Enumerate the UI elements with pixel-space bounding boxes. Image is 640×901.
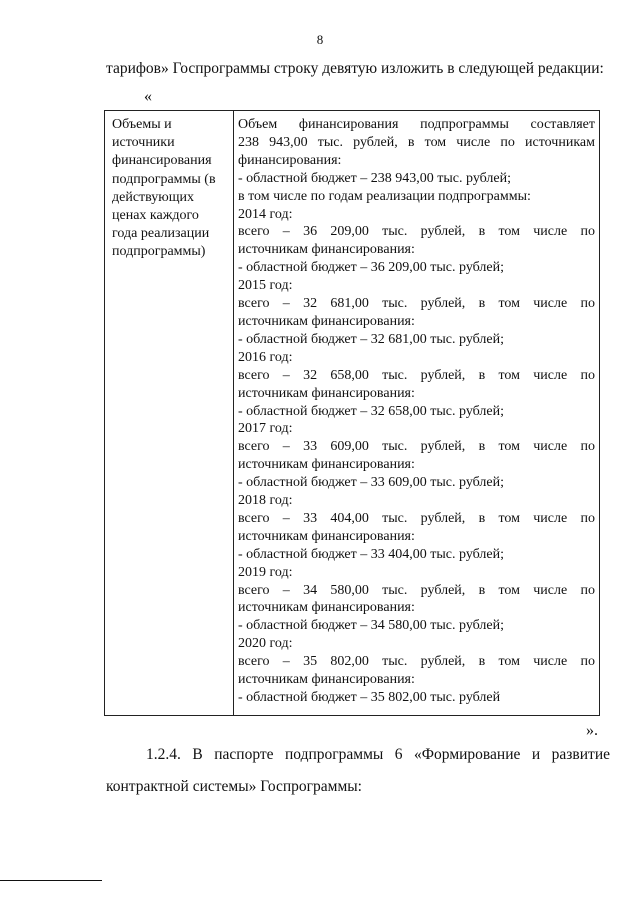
value-line: всего – 35 802,00 тыс. рублей, в том числе по xyxy=(238,654,595,670)
value-line: всего – 36 209,00 тыс. рублей, в том числе по xyxy=(238,224,595,240)
value-line: - областной бюджет – 36 209,00 тыс. рублей; xyxy=(238,260,504,276)
value-line: источникам финансирования: xyxy=(238,600,415,616)
label-line: Объемы и xyxy=(112,117,172,132)
value-line: 2018 год: xyxy=(238,493,293,509)
value-line: источникам финансирования: xyxy=(238,385,415,401)
value-line: всего – 33 404,00 тыс. рублей, в том числе по xyxy=(238,510,595,526)
value-line: 2019 год: xyxy=(238,564,293,580)
value-line: всего – 34 580,00 тыс. рублей, в том числе по xyxy=(238,582,595,598)
open-quote: « xyxy=(144,88,152,105)
label-line: подпрограммы) xyxy=(112,244,206,260)
value-line: 2017 год: xyxy=(238,421,293,437)
label-line: ценах каждого xyxy=(112,208,199,224)
paragraph-line-1: 1.2.4. В паспорте подпрограммы 6 «Формирование и развитие xyxy=(146,746,610,763)
label-line: года реализации xyxy=(112,226,210,242)
table-label-cell xyxy=(112,116,230,262)
value-line: 2016 год: xyxy=(238,349,293,365)
label-line: источники xyxy=(112,135,175,151)
page-number: 8 xyxy=(316,32,324,47)
paragraph-line-2: контрактной системы» Госпрограммы: xyxy=(106,778,362,795)
value-line: источникам финансирования: xyxy=(238,672,415,688)
value-line: всего – 32 681,00 тыс. рублей, в том числе по xyxy=(238,296,595,312)
value-line: - областной бюджет – 33 609,00 тыс. рублей; xyxy=(238,475,504,491)
value-line: - областной бюджет – 32 681,00 тыс. рублей; xyxy=(238,331,504,347)
intro-line: тарифов» Госпрограммы строку девятую изложить в следующей редакции: xyxy=(106,60,604,77)
value-line: - областной бюджет – 35 802,00 тыс. рублей xyxy=(238,690,501,705)
value-line: 2014 год: xyxy=(238,206,293,222)
value-line: - областной бюджет – 34 580,00 тыс. рублей; xyxy=(238,618,504,634)
value-line: всего – 33 609,00 тыс. рублей, в том числе по xyxy=(238,439,595,455)
value-line: Объем финансирования подпрограммы составляет xyxy=(238,117,595,132)
funding-table xyxy=(104,110,600,716)
value-line: источникам финансирования: xyxy=(238,528,415,544)
value-line: всего – 32 658,00 тыс. рублей, в том числе по xyxy=(238,367,595,383)
close-quote: ». xyxy=(586,722,598,739)
label-line: действующих xyxy=(112,189,195,205)
value-line: - областной бюджет – 238 943,00 тыс. рублей; xyxy=(238,170,511,186)
value-line: источникам финансирования: xyxy=(238,457,415,473)
label-line: финансирования xyxy=(112,153,212,169)
value-line: финансирования: xyxy=(238,152,342,168)
value-line: - областной бюджет – 32 658,00 тыс. рублей; xyxy=(238,403,504,419)
value-line: 238 943,00 тыс. рублей, в том числе по источникам xyxy=(238,134,595,150)
value-line: - областной бюджет – 33 404,00 тыс. рублей; xyxy=(238,546,504,562)
value-line: 2020 год: xyxy=(238,636,293,652)
value-line: источникам финансирования: xyxy=(238,313,415,329)
label-line: подпрограммы (в xyxy=(112,171,216,187)
value-line: источникам финансирования: xyxy=(238,242,415,258)
footnote-separator xyxy=(0,880,102,881)
column-divider xyxy=(233,111,234,715)
table-value-cell xyxy=(238,116,595,707)
value-line: в том числе по годам реализации подпрограммы: xyxy=(238,188,531,204)
value-line: 2015 год: xyxy=(238,278,293,294)
